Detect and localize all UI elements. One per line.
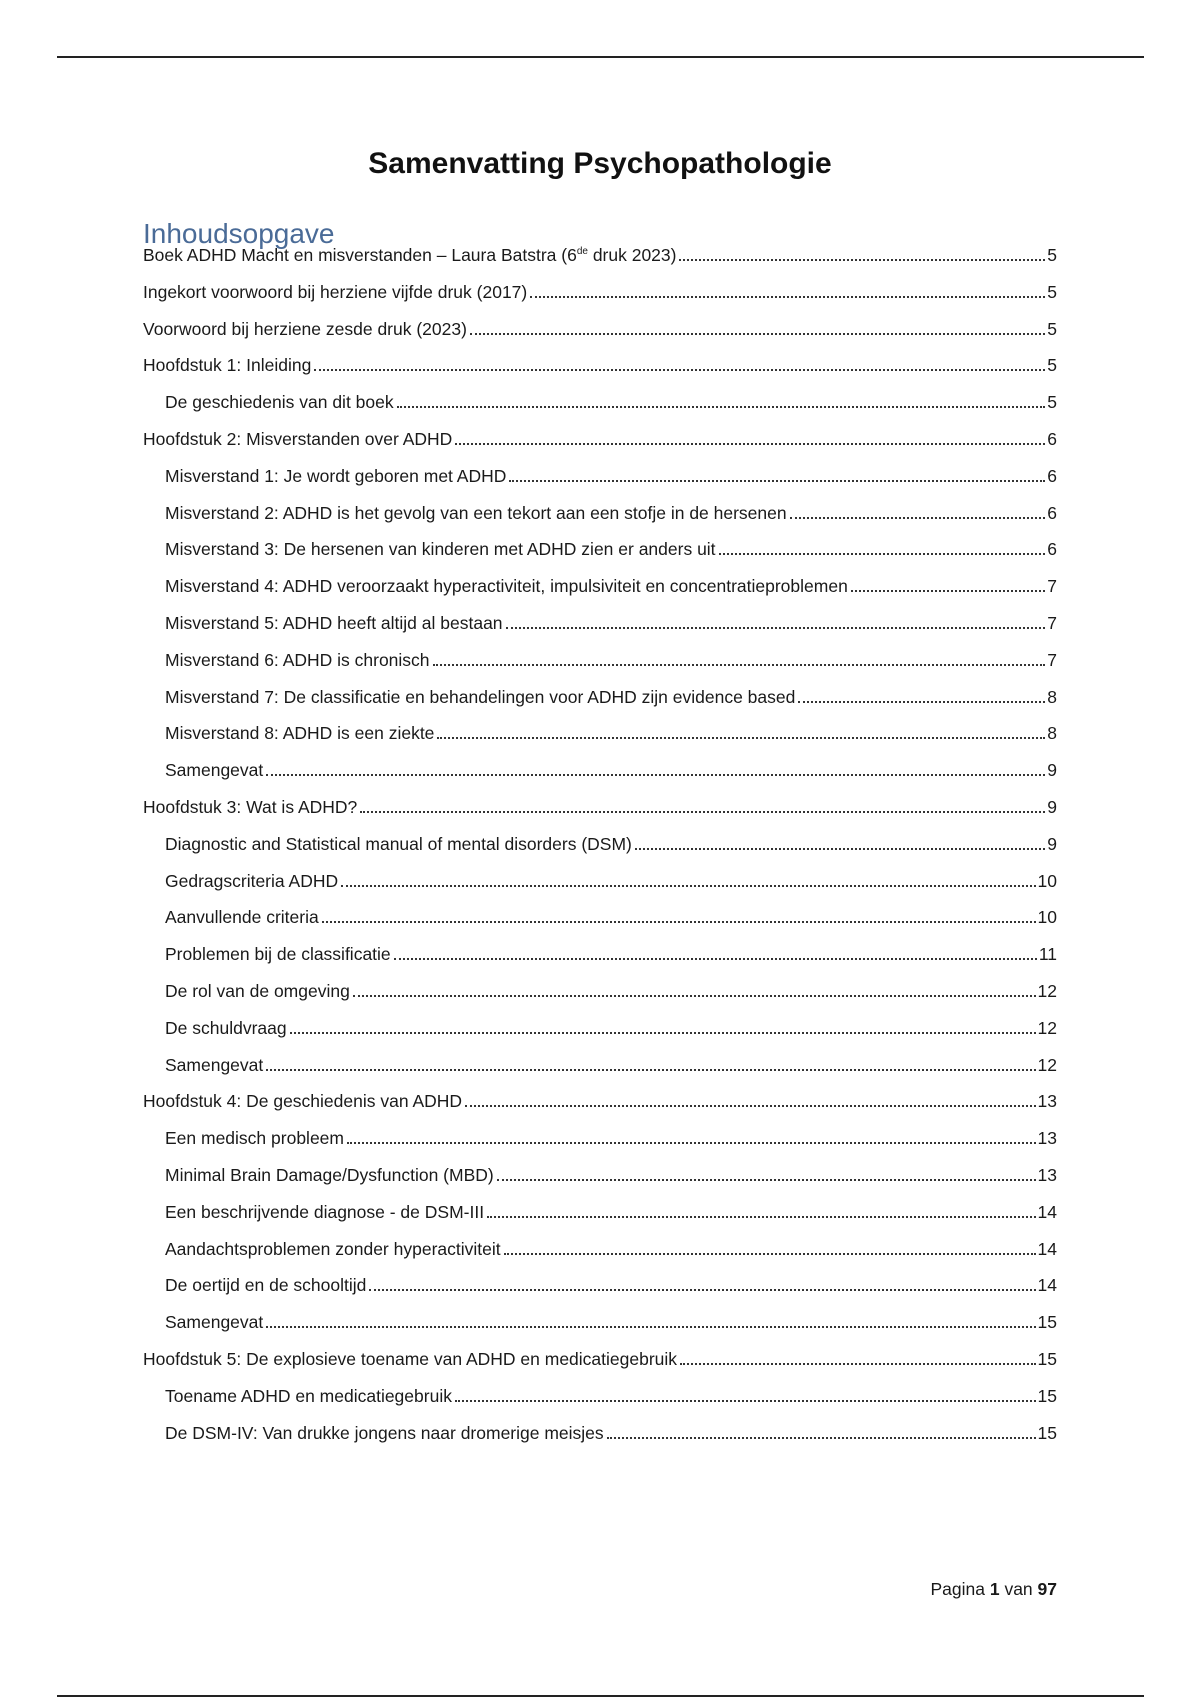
toc-dot-leader bbox=[360, 811, 1045, 813]
page-number-footer bbox=[700, 1578, 1057, 1600]
header-rule bbox=[57, 56, 1144, 58]
toc-entry-page-number: 7 bbox=[1047, 613, 1057, 633]
toc-dot-leader bbox=[719, 553, 1046, 555]
toc-entry-page-number: 5 bbox=[1047, 245, 1057, 265]
toc-entry-section[interactable] bbox=[165, 500, 1057, 524]
toc-entry-label: Diagnostic and Statistical manual of mental disorders (DSM) bbox=[165, 833, 632, 854]
toc-entry-label: Voorwoord bij herziene zesde druk (2023) bbox=[143, 318, 467, 339]
toc-entry-section[interactable] bbox=[165, 904, 1057, 928]
toc-dot-leader bbox=[433, 664, 1046, 666]
toc-dot-leader bbox=[487, 1216, 1035, 1218]
toc-dot-leader bbox=[607, 1437, 1036, 1439]
toc-entry-label: Samengevat bbox=[165, 1054, 264, 1075]
toc-entry-label: Samengevat bbox=[165, 1312, 264, 1333]
toc-entry-section[interactable] bbox=[165, 1236, 1057, 1260]
toc-entry-label: Misverstand 4: ADHD veroorzaakt hyperactiviteit, impulsiviteit en concentratieproblemen bbox=[165, 576, 848, 597]
toc-entry-label: Boek ADHD Macht en misverstanden – Laura Batstra (6de druk 2023) bbox=[143, 245, 677, 265]
toc-entry-superscript: de bbox=[576, 246, 588, 258]
toc-entry-label: De oertijd en de schooltijd bbox=[165, 1275, 367, 1296]
toc-entry-page-number: 12 bbox=[1037, 1017, 1057, 1038]
toc-entry-section[interactable] bbox=[165, 647, 1057, 671]
toc-entry-label: Hoofdstuk 3: Wat is ADHD? bbox=[143, 797, 358, 817]
toc-entry-label: Misverstand 7: De classificatie en behandelingen voor ADHD zijn evidence based bbox=[165, 686, 796, 707]
toc-entry-label: Toename ADHD en medicatiegebruik bbox=[165, 1385, 452, 1406]
toc-entry-label: Problemen bij de classificatie bbox=[165, 944, 391, 965]
toc-entry-section[interactable] bbox=[165, 1272, 1057, 1296]
toc-entry-page-number: 10 bbox=[1037, 870, 1057, 891]
toc-dot-leader bbox=[437, 737, 1045, 739]
toc-entry-page-number: 12 bbox=[1037, 981, 1057, 1001]
toc-entry-label: De DSM-IV: Van drukke jongens naar dromerige meisjes bbox=[165, 1422, 604, 1443]
toc-dot-leader bbox=[341, 885, 1035, 887]
toc-entry-page-number: 13 bbox=[1037, 1128, 1057, 1149]
toc-entry-page-number: 10 bbox=[1037, 907, 1057, 928]
toc-entry-label: Ingekort voorwoord bij herziene vijfde druk (2017) bbox=[143, 281, 528, 302]
toc-dot-leader bbox=[530, 296, 1045, 298]
toc-entry-page-number: 15 bbox=[1037, 1422, 1057, 1443]
toc-entry-page-number: 6 bbox=[1047, 465, 1057, 486]
toc-entry-label: Samengevat bbox=[165, 760, 264, 781]
toc-entry-label: De schuldvraag bbox=[165, 1017, 287, 1038]
toc-entry-chapter[interactable] bbox=[143, 279, 1057, 303]
toc-entry-section[interactable] bbox=[165, 1309, 1057, 1333]
toc-dot-leader bbox=[322, 921, 1036, 923]
toc-dot-leader bbox=[369, 1289, 1035, 1291]
toc-dot-leader bbox=[266, 1326, 1035, 1328]
toc-entry-label: Een beschrijvende diagnose - de DSM-III bbox=[165, 1201, 485, 1222]
toc-dot-leader bbox=[509, 480, 1045, 482]
toc-dot-leader bbox=[798, 701, 1045, 703]
toc-entry-page-number: 15 bbox=[1037, 1312, 1057, 1333]
toc-entry-label: Misverstand 3: De hersenen van kinderen met ADHD zien er anders uit bbox=[165, 539, 716, 560]
toc-dot-leader bbox=[790, 517, 1046, 519]
toc-dot-leader bbox=[266, 774, 1045, 776]
toc-entry-page-number: 9 bbox=[1047, 833, 1057, 854]
toc-dot-leader bbox=[290, 1032, 1036, 1034]
toc-entry-section[interactable] bbox=[165, 1162, 1057, 1186]
toc-entry-chapter[interactable] bbox=[143, 1088, 1057, 1112]
toc-entry-page-number: 5 bbox=[1047, 392, 1057, 413]
toc-entry-label: Misverstand 2: ADHD is het gevolg van een tekort aan een stofje in de hersenen bbox=[165, 502, 787, 523]
toc-entry-page-number: 6 bbox=[1047, 502, 1057, 523]
toc-dot-leader bbox=[635, 848, 1045, 850]
toc-entry-label: De rol van de omgeving bbox=[165, 981, 350, 1001]
toc-entry-chapter[interactable] bbox=[143, 242, 1057, 266]
footer-rule bbox=[57, 1695, 1144, 1697]
toc-entry-label: Misverstand 8: ADHD is een ziekte bbox=[165, 723, 435, 744]
toc-entry-section[interactable] bbox=[165, 463, 1057, 487]
toc-entry-label: Hoofdstuk 2: Misverstanden over ADHD bbox=[143, 429, 453, 449]
toc-entry-section[interactable] bbox=[165, 1420, 1057, 1444]
toc-entry-page-number: 6 bbox=[1047, 539, 1057, 560]
toc-dot-leader bbox=[266, 1069, 1035, 1071]
toc-entry-page-number: 9 bbox=[1047, 797, 1057, 817]
footer-current-page: 1 bbox=[989, 1579, 1000, 1599]
toc-dot-leader bbox=[506, 627, 1046, 629]
toc-dot-leader bbox=[347, 1142, 1036, 1144]
toc-entry-page-number: 15 bbox=[1037, 1349, 1057, 1369]
toc-entry-section[interactable] bbox=[165, 1125, 1057, 1149]
toc-entry-page-number: 11 bbox=[1038, 944, 1057, 965]
toc-dot-leader bbox=[394, 958, 1037, 960]
toc-entry-section[interactable] bbox=[165, 1199, 1057, 1223]
toc-entry-page-number: 14 bbox=[1037, 1275, 1057, 1296]
toc-entry-section[interactable] bbox=[165, 684, 1057, 708]
toc-heading: Inhoudsopgave bbox=[143, 218, 335, 249]
toc-entry-chapter[interactable] bbox=[143, 1346, 1057, 1370]
toc-dot-leader bbox=[680, 1363, 1035, 1365]
toc-entry-chapter[interactable] bbox=[143, 352, 1057, 376]
toc-entry-page-number: 13 bbox=[1037, 1091, 1057, 1112]
toc-entry-section[interactable] bbox=[165, 1383, 1057, 1407]
toc-dot-leader bbox=[397, 406, 1046, 408]
toc-entry-chapter[interactable] bbox=[143, 794, 1057, 818]
toc-entry-section[interactable] bbox=[165, 831, 1057, 855]
toc-entry-section[interactable] bbox=[165, 757, 1057, 781]
toc-entry-section[interactable] bbox=[165, 610, 1057, 634]
toc-entry-section[interactable] bbox=[165, 720, 1057, 744]
toc-entry-label: Aanvullende criteria bbox=[165, 907, 319, 928]
toc-entry-page-number: 5 bbox=[1047, 281, 1057, 302]
toc-dot-leader bbox=[455, 1400, 1036, 1402]
toc-entry-section[interactable] bbox=[165, 536, 1057, 560]
toc-entry-page-number: 15 bbox=[1037, 1385, 1057, 1406]
toc-dot-leader bbox=[455, 443, 1045, 445]
toc-entry-page-number: 7 bbox=[1047, 576, 1057, 597]
toc-entry-page-number: 5 bbox=[1047, 355, 1057, 376]
toc-entry-page-number: 8 bbox=[1047, 686, 1057, 707]
toc-entry-page-number: 14 bbox=[1037, 1201, 1057, 1222]
toc-dot-leader bbox=[353, 995, 1036, 997]
toc-entry-label: Hoofdstuk 4: De geschiedenis van ADHD bbox=[143, 1091, 463, 1112]
toc-entry-label: Een medisch probleem bbox=[165, 1128, 344, 1149]
toc-entry-section[interactable] bbox=[165, 1015, 1057, 1039]
toc-dot-leader bbox=[504, 1253, 1036, 1255]
footer-separator: van bbox=[1004, 1579, 1033, 1599]
toc-dot-leader bbox=[314, 369, 1045, 371]
toc-entry-label: Misverstand 5: ADHD heeft altijd al bestaan bbox=[165, 613, 503, 633]
toc-entry-label: Gedragscriteria ADHD bbox=[165, 870, 339, 891]
toc-entry-chapter[interactable] bbox=[143, 426, 1057, 450]
toc-entry-label: Aandachtsproblemen zonder hyperactiviteit bbox=[165, 1238, 501, 1259]
toc-entry-label: Minimal Brain Damage/Dysfunction (MBD) bbox=[165, 1165, 494, 1185]
toc-entry-page-number: 8 bbox=[1047, 723, 1057, 744]
toc-entry-section[interactable] bbox=[165, 1052, 1057, 1076]
toc-dot-leader bbox=[465, 1105, 1035, 1107]
toc-entry-page-number: 7 bbox=[1047, 649, 1057, 670]
footer-total-pages: 97 bbox=[1037, 1579, 1057, 1599]
toc-entry-section[interactable] bbox=[165, 573, 1057, 597]
toc-entry-page-number: 9 bbox=[1047, 760, 1057, 781]
toc-entry-page-number: 12 bbox=[1037, 1054, 1057, 1075]
toc-dot-leader bbox=[851, 590, 1045, 592]
toc-entry-label: Hoofdstuk 1: Inleiding bbox=[143, 355, 312, 376]
toc-dot-leader bbox=[497, 1179, 1036, 1181]
toc-entry-label: Misverstand 1: Je wordt geboren met ADHD bbox=[165, 465, 507, 486]
footer-prefix: Pagina bbox=[930, 1579, 985, 1599]
toc-entry-section[interactable] bbox=[165, 978, 1057, 1002]
toc-entry-section[interactable] bbox=[165, 868, 1057, 892]
toc-entry-section[interactable] bbox=[165, 941, 1057, 965]
toc-entry-page-number: 6 bbox=[1047, 429, 1057, 449]
toc-dot-leader bbox=[470, 333, 1045, 335]
document-title: Samenvatting Psychopathologie bbox=[368, 147, 832, 180]
toc-dot-leader bbox=[679, 259, 1045, 261]
toc-entry-label: Misverstand 6: ADHD is chronisch bbox=[165, 649, 430, 670]
toc-entry-page-number: 14 bbox=[1037, 1238, 1057, 1259]
toc-entry-page-number: 5 bbox=[1047, 318, 1057, 339]
toc-entry-section[interactable] bbox=[165, 389, 1057, 413]
toc-entry-chapter[interactable] bbox=[143, 316, 1057, 340]
toc-entry-label: Hoofdstuk 5: De explosieve toename van ADHD en medicatiegebruik bbox=[143, 1349, 678, 1369]
toc-entry-page-number: 13 bbox=[1037, 1165, 1057, 1185]
toc-entry-label: De geschiedenis van dit boek bbox=[165, 392, 394, 413]
